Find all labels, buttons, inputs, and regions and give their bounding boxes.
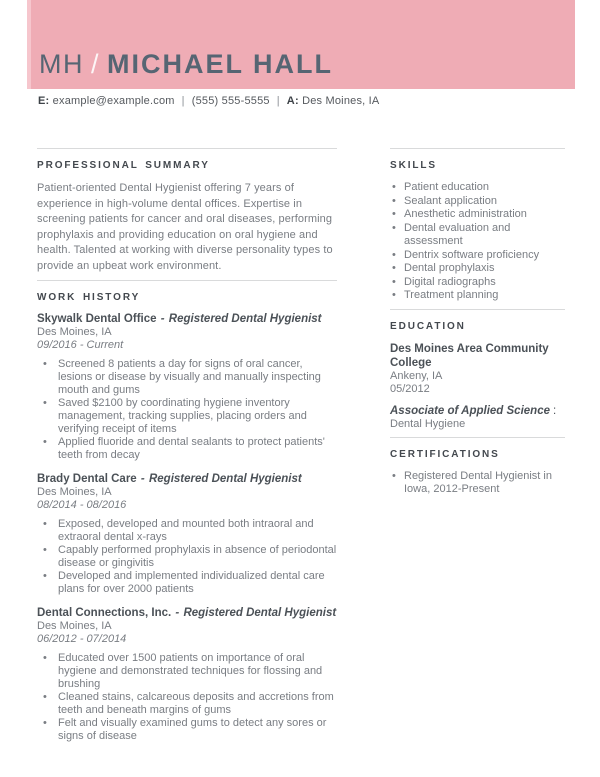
skill-item: • Sealant application (404, 195, 565, 209)
bullet-item: • Applied fluoride and dental sealants to protect patients' teeth from decay (58, 436, 337, 462)
section-education (390, 309, 565, 437)
job-title-line (37, 313, 337, 326)
section-certifications (390, 437, 565, 503)
school-name: Des Moines Area Community College (390, 342, 549, 369)
job-title-line (37, 473, 337, 486)
degree-name: Associate of Applied Science (390, 404, 550, 417)
job-dates: 06/2012 - 07/2014 (37, 633, 127, 645)
left-column (37, 148, 337, 749)
bullet-item: • Felt and visually examined gums to detect any sores or signs of disease (58, 717, 337, 743)
email-label: E: (38, 95, 50, 107)
skill-item: • Treatment planning (404, 289, 565, 303)
header-band (27, 0, 575, 89)
header-name-line (39, 49, 333, 80)
job-title-line (37, 607, 337, 620)
graduation-date: 05/2012 (390, 382, 430, 395)
summary-heading: PROFESSIONAL SUMMARY (37, 160, 210, 171)
contact-divider: | (181, 95, 185, 107)
job-entry (37, 313, 337, 462)
bullet-item: • Capably performed prophylaxis in absence of periodontal disease or gingivitis (58, 544, 337, 570)
bullet-item: • Educated over 1500 patients on importance of oral hygiene and demonstrated techniques for flossing and brushing (58, 652, 337, 691)
right-column (390, 148, 565, 749)
job-title: Registered Dental Hygienist (168, 313, 322, 325)
skill-item: • Digital radiographs (404, 276, 565, 290)
skill-item: • Dental evaluation and assessment (404, 222, 565, 249)
job-entry (37, 607, 337, 743)
skill-item: • Patient education (404, 181, 565, 195)
job-entry (37, 473, 337, 596)
section-work-history (37, 280, 337, 749)
company-name: Dental Connections, Inc. (37, 607, 172, 619)
degree-colon: : (552, 404, 557, 417)
name-separator-slash: / (91, 49, 101, 79)
title-dash: - (140, 473, 145, 485)
job-bullet-list (37, 652, 337, 743)
monogram-initials: MH (39, 49, 84, 79)
education-entry (390, 342, 565, 431)
skills-heading: SKILLS (390, 160, 437, 171)
job-dates: 09/2016 - Current (37, 339, 124, 351)
job-title: Registered Dental Hygienist (148, 473, 302, 485)
title-dash: - (160, 313, 165, 325)
school-location: Ankeny, IA (390, 369, 443, 382)
phone-text: (555) 555-5555 (191, 95, 270, 107)
page-title: MICHAEL HALL (107, 49, 334, 79)
job-bullet-list (37, 518, 337, 596)
bullet-item: • Cleaned stains, calcareous deposits and accretions from teeth and beneath margins of gums (58, 691, 337, 717)
degree-field: Dental Hygiene (390, 417, 466, 430)
certifications-heading: CERTIFICATIONS (390, 448, 500, 460)
main-columns (37, 148, 565, 749)
bullet-item: • Exposed, developed and mounted both intraoral and extraoral dental x-rays (58, 518, 337, 544)
degree-line (390, 403, 565, 418)
skill-item: • Anesthetic administration (404, 208, 565, 222)
certifications-list (390, 470, 565, 497)
job-dates: 08/2014 - 08/2016 (37, 499, 127, 511)
address-label: A: (286, 95, 299, 107)
education-heading: EDUCATION (390, 320, 466, 332)
contact-divider: | (276, 95, 280, 107)
work-history-heading: WORK HISTORY (37, 292, 141, 303)
company-name: Brady Dental Care (37, 473, 137, 485)
section-professional-summary (37, 148, 337, 280)
bullet-item: • Screened 8 patients a day for signs of oral cancer, lesions or disease by visually and manually inspecting mouth and gums (58, 358, 337, 397)
skills-list (390, 181, 565, 303)
contact-line (38, 95, 379, 107)
bullet-item: • Developed and implemented individualized dental care plans for over 2000 patients (58, 570, 337, 596)
certification-item: • Registered Dental Hygienist in Iowa, 2012-Present (404, 470, 565, 497)
skill-item: • Dental prophylaxis (404, 262, 565, 276)
address-text: Des Moines, IA (302, 95, 380, 107)
job-title: Registered Dental Hygienist (183, 607, 337, 619)
skill-item: • Dentrix software proficiency (404, 249, 565, 263)
bullet-item: • Saved $2100 by coordinating hygiene inventory management, tracking supplies, placing orders and verifying receipt of items (58, 397, 337, 436)
job-location: Des Moines, IA (37, 620, 112, 632)
email-text: example@example.com (52, 95, 175, 107)
job-bullet-list (37, 358, 337, 462)
job-location: Des Moines, IA (37, 326, 112, 338)
job-list (37, 313, 337, 743)
section-skills (390, 148, 565, 309)
title-dash: - (175, 607, 180, 619)
job-location: Des Moines, IA (37, 486, 112, 498)
summary-paragraph: Patient-oriented Dental Hygienist offering 7 years of experience in high-volume dental offices. Expertise in screening patients for cancer and oral diseases, performing prophylaxis and providing education on oral hygiene and health. Talented at working with diverse personality types to provide an upbeat work environment. (37, 182, 333, 272)
company-name: Skywalk Dental Office (37, 313, 157, 325)
